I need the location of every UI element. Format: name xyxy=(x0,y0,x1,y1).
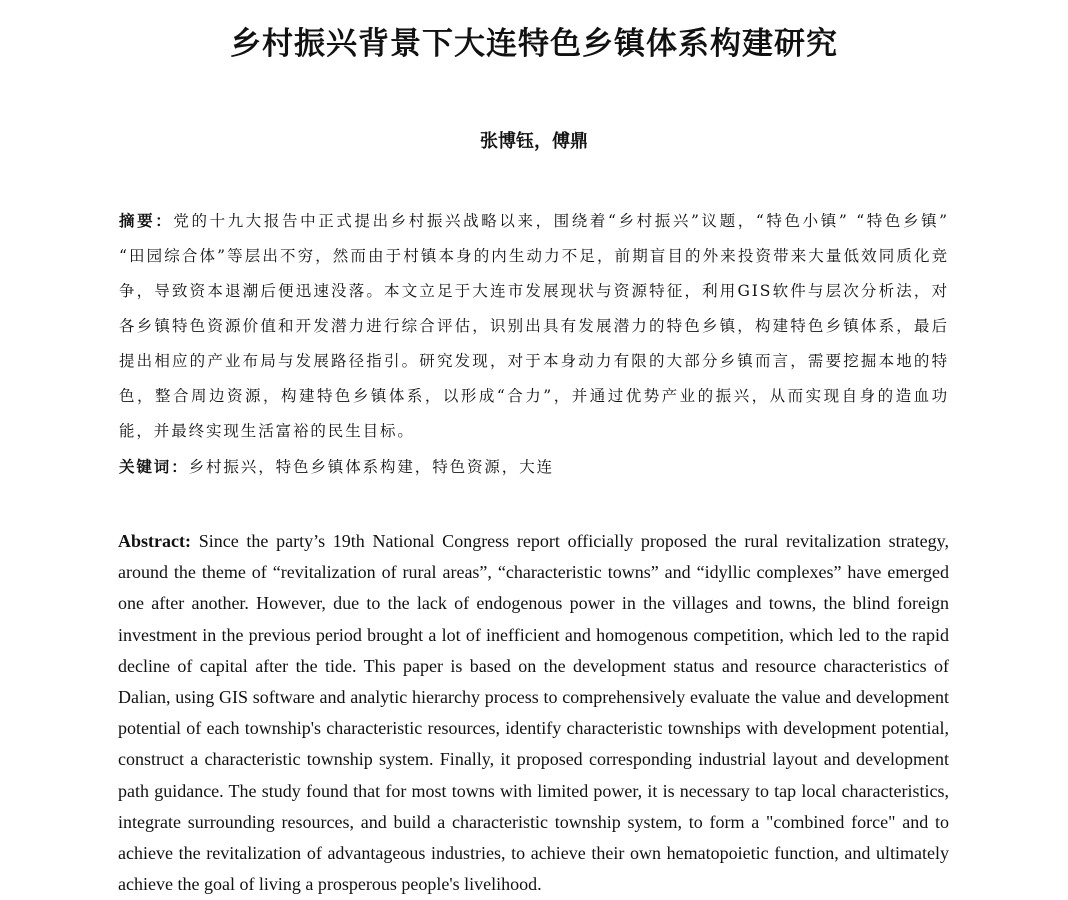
chinese-abstract-text: 党的十九大报告中正式提出乡村振兴战略以来，围绕着“乡村振兴”议题，“特色小镇” “特色乡镇” “田园综合体”等层出不穷，然而由于村镇本身的内生动力不足，前期盲目的外来投资带来大量低效同质化竞争，导致资本退潮后便迅速没落。本文立足于大连市发展现状与资源特征，利用GIS软件与层次分析法，对各乡镇特色资源价值和开发潜力进行综合评估，识别出具有发展潜力的特色乡镇，构建特色乡镇体系，最后提出相应的产业布局与发展路径指引。研究发现，对于本身动力有限的大部分乡镇而言，需要挖掘本地的特色，整合周边资源，构建特色乡镇体系，以形成“合力”，并通过优势产业的振兴，从而实现自身的造血功能，并最终实现生活富裕的民生目标。 xyxy=(119,212,950,440)
author-line: 张博钰，傅鼎 xyxy=(480,131,588,152)
english-abstract-label: Abstract: xyxy=(118,531,191,551)
chinese-keywords xyxy=(119,449,949,485)
chinese-keywords-text: 乡村振兴，特色乡镇体系构建，特色资源，大连 xyxy=(188,458,555,476)
paper-title: 乡村振兴背景下大连特色乡镇体系构建研究 xyxy=(230,26,838,62)
chinese-keywords-label: 关键词： xyxy=(119,457,189,476)
english-abstract xyxy=(118,526,949,900)
chinese-abstract xyxy=(119,203,949,449)
english-abstract-text: Since the party’s 19th National Congress report officially proposed the rural revitalization strategy, around the theme of “revitalization of rural areas”, “characteristic towns” and “idyllic complexes” have emerged one after another. However, due to the lack of endogenous power in the villages and towns, the blind foreign investment in the previous period brought a lot of inefficient and homogenous competition, which led to the rapid decline of capital after the tide. This paper is based on the development status and resource characteristics of Dalian, using GIS software and analytic hierarchy process to comprehensively evaluate the value and development potential of each township's characteristic resources, identify characteristic townships with development potential, construct a characteristic township system. Finally, it proposed corresponding industrial layout and development path guidance. The study found that for most towns with limited power, it is necessary to tap local characteristics, integrate surrounding resources, and build a characteristic township system, to form a "combined force" and to achieve the revitalization of advantageous industries, to achieve their own hematopoietic function, and ultimately achieve the goal of living a prosperous people's livelihood. xyxy=(118,531,949,895)
chinese-abstract-label: 摘要： xyxy=(119,211,174,230)
